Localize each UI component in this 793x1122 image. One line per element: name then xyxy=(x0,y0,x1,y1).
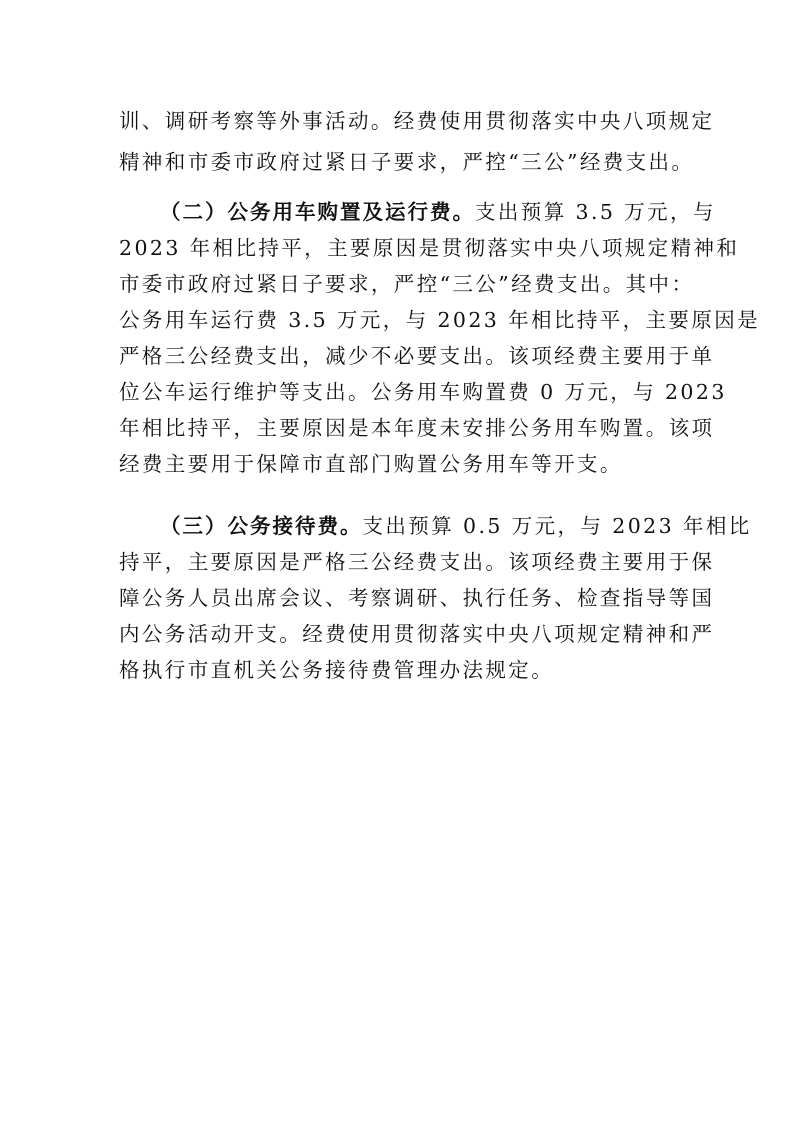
paragraph-line: 障公务人员出席会议、考察调研、执行任务、检查指导等国 xyxy=(119,586,715,610)
paragraph-line: 严格三公经费支出，减少不必要支出。该项经费主要用于单 xyxy=(119,344,715,368)
section-vehicle-heading: （二）公务用车购置及运行费。 xyxy=(160,200,475,224)
paragraph-line: 持平，主要原因是严格三公经费支出。该项经费主要用于保 xyxy=(119,550,715,574)
section-reception-first-text: 支出预算 0.5 万元，与 2023 年相比 xyxy=(362,514,752,538)
paragraph-line: 格执行市直机关公务接待费管理办法规定。 xyxy=(119,658,555,682)
paragraph-line: 经费主要用于保障市直部门购置公务用车等开支。 xyxy=(119,452,623,476)
paragraph-line: 公务用车运行费 3.5 万元，与 2023 年相比持平，主要原因是 xyxy=(119,308,761,332)
section-reception-heading: （三）公务接待费。 xyxy=(160,514,363,538)
paragraph-line: 年相比持平，主要原因是本年度未安排公务用车购置。该项 xyxy=(119,416,715,440)
paragraph-line: 训、调研考察等外事活动。经费使用贯彻落实中央八项规定 xyxy=(119,109,715,133)
section-vehicle-first-line xyxy=(160,196,716,228)
paragraph-line: 精神和市委市政府过紧日子要求，严控“三公”经费支出。 xyxy=(119,150,695,174)
paragraph-line: 位公车运行维护等支出。公务用车购置费 0 万元，与 2023 xyxy=(119,380,727,404)
paragraph-line: 2023 年相比持平，主要原因是贯彻落实中央八项规定精神和 xyxy=(119,236,740,260)
paragraph-line: 市委市政府过紧日子要求，严控“三公”经费支出。其中： xyxy=(119,272,695,296)
paragraph-line: 内公务活动开支。经费使用贯彻落实中央八项规定精神和严 xyxy=(119,622,715,646)
section-reception-first-line xyxy=(160,510,752,542)
section-vehicle-first-text: 支出预算 3.5 万元，与 xyxy=(475,200,716,224)
